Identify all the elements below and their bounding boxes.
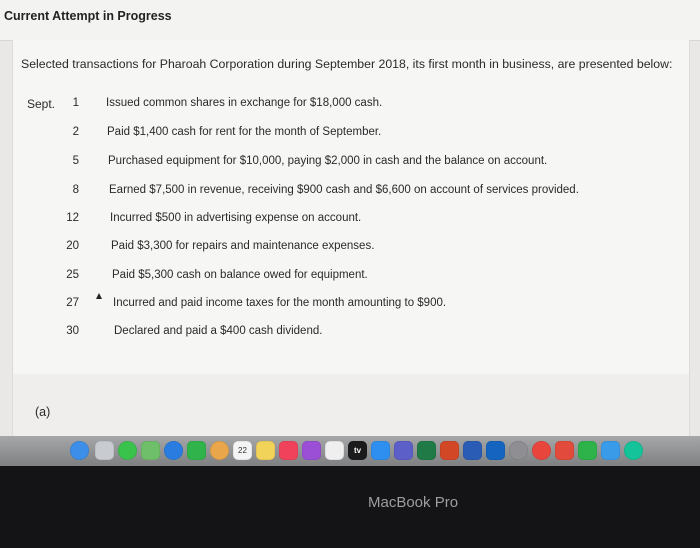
notes-icon[interactable]: [256, 441, 275, 460]
preview-icon[interactable]: [601, 441, 620, 460]
transaction-description: Incurred and paid income taxes for the month amounting to $900.: [113, 297, 447, 309]
laptop-bezel: [0, 466, 700, 548]
transaction-description: Earned $7,500 in revenue, receiving $900 cash and $6,600 on account of services provided.: [109, 184, 579, 196]
finder-icon[interactable]: [70, 441, 89, 460]
mouse-cursor-icon: [96, 293, 102, 299]
excel-icon[interactable]: [417, 441, 436, 460]
facetime-icon[interactable]: [187, 441, 206, 460]
question-panel: [12, 40, 690, 375]
maps-icon[interactable]: [141, 441, 160, 460]
macbook-brand-label: MacBook Pro: [368, 494, 459, 511]
transaction-description: Incurred $500 in advertising expense on account.: [110, 212, 362, 224]
transaction-description: Purchased equipment for $10,000, paying $2,000 in cash and the balance on account.: [108, 155, 548, 167]
chrome-icon[interactable]: [532, 441, 551, 460]
answer-section: [12, 374, 690, 436]
transaction-description: Paid $5,300 cash on balance owed for equipment.: [112, 269, 368, 281]
transaction-description: Issued common shares in exchange for $18,000 cash.: [106, 97, 383, 109]
page-title: Current Attempt in Progress: [4, 9, 172, 23]
music-icon[interactable]: [279, 441, 298, 460]
transaction-description: Paid $3,300 for repairs and maintenance expenses.: [111, 240, 375, 252]
transaction-day: 1: [72, 97, 79, 109]
transaction-description: Declared and paid a $400 cash dividend.: [114, 325, 323, 337]
tv-label: tv: [353, 446, 362, 455]
transaction-day: 27: [66, 297, 79, 309]
word-icon[interactable]: [463, 441, 482, 460]
month-label: Sept.: [27, 97, 56, 111]
safari-icon[interactable]: [164, 441, 183, 460]
macos-dock: [0, 436, 700, 466]
teams-icon[interactable]: [394, 441, 413, 460]
transaction-day: 8: [72, 184, 79, 196]
powerpoint-icon[interactable]: [440, 441, 459, 460]
podcasts-icon[interactable]: [302, 441, 321, 460]
transaction-description: Paid $1,400 cash for rent for the month of September.: [107, 126, 382, 138]
outlook-icon[interactable]: [486, 441, 505, 460]
pdf-icon[interactable]: [555, 441, 574, 460]
transaction-day: 30: [66, 325, 79, 337]
wifi-monitor-icon[interactable]: [578, 441, 597, 460]
transaction-day: 2: [72, 126, 79, 138]
reminders-icon[interactable]: [325, 441, 344, 460]
photos-icon[interactable]: [210, 441, 229, 460]
part-a-label: (a): [35, 405, 51, 419]
transaction-day: 25: [66, 269, 79, 281]
launchpad-icon[interactable]: [95, 441, 114, 460]
tv-icon[interactable]: [348, 441, 367, 460]
top-bar: [0, 0, 700, 41]
problem-intro: Selected transactions for Pharoah Corporation during September 2018, its first month in business, are presented below:: [21, 57, 673, 71]
calendar-icon[interactable]: [233, 441, 252, 460]
grammarly-icon[interactable]: [624, 441, 643, 460]
app-store-icon[interactable]: [371, 441, 390, 460]
transaction-day: 5: [72, 155, 79, 167]
transaction-day: 12: [66, 212, 79, 224]
transaction-day: 20: [66, 240, 79, 252]
calendar-date: 22: [238, 446, 247, 455]
messages-icon[interactable]: [118, 441, 137, 460]
settings-icon[interactable]: [509, 441, 528, 460]
